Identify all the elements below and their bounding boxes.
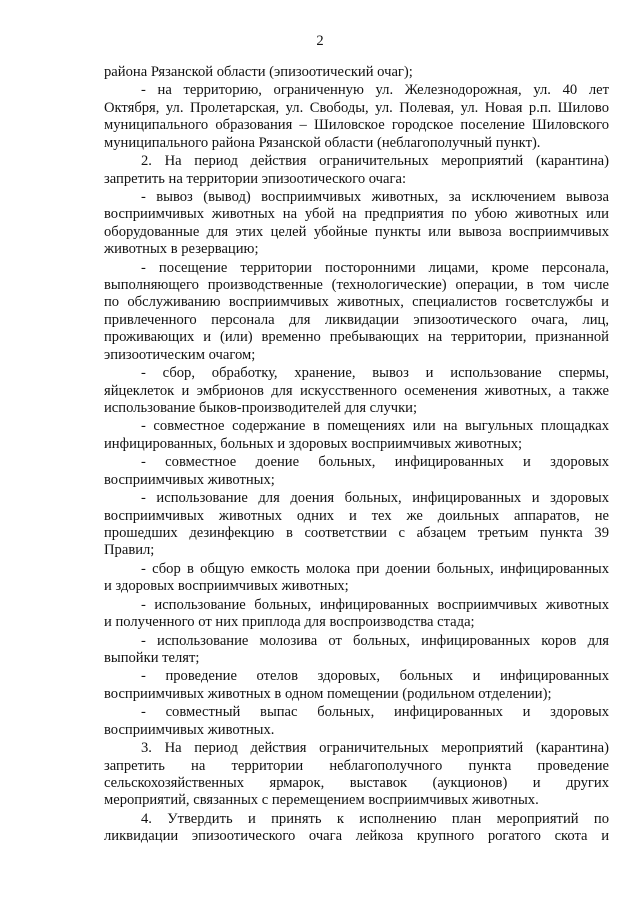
text-line: - использование больных, инфицированных восприимчивых животных [141,596,609,613]
text-line: - сбор, обработку, хранение, вывоз и использование спермы, [141,365,609,382]
text-line: Октября, ул. Пролетарская, ул. Свободы, ул. Полевая, ул. Новая р.п. Шилово [104,99,609,116]
paragraph-item3 [104,740,609,810]
text-line: восприимчивых животных одних и тех же доильных аппаратов, не [104,507,609,524]
text-line: муниципального района Рязанской области (неблагополучный пункт). [104,134,541,151]
paragraph-milk [104,561,609,596]
text-line: восприимчивых животных на убой на предприятия по убою животных или [104,206,609,223]
text-line: Правил; [104,542,155,559]
text-line: привлеченного персонала для ликвидации эпизоотического очага, лиц, [104,311,609,328]
paragraph-calving [104,668,609,703]
text-line: и полученного от них приплода для воспроизводства стада; [104,614,475,631]
text-line: - вывоз (вывод) восприимчивых животных, за исключением вывоза [141,189,609,206]
paragraph-item2 [104,153,609,188]
paragraph-keeping [104,418,609,453]
text-line: запретить на территории эпизоотического очага: [104,170,407,187]
paragraph-territory [104,82,609,152]
text-line: ликвидации эпизоотического очага лейкоза крупного рогатого скота и [104,828,609,845]
text-line: восприимчивых животных. [104,721,275,738]
text-line: восприимчивых животных в одном помещении (родильном отделении); [104,685,552,702]
text-line: - посещение территории посторонними лицами, кроме персонала, [141,259,609,276]
paragraph-offspring [104,597,609,632]
text-line: - на территорию, ограниченную ул. Железнодорожная, ул. 40 лет [141,82,609,99]
text-line: выпойки телят; [104,649,200,666]
paragraph-spacer [104,846,609,847]
text-line: мероприятий, связанных с перемещением восприимчивых животных. [104,792,539,809]
text-line: восприимчивых животных; [104,471,275,488]
text-line: яйцеклеток и эмбрионов для искусственного осеменения животных, а также [104,382,609,399]
text-line: - проведение отелов здоровых, больных и инфицированных [141,668,609,685]
text-line: использование быков-производителей для случки; [104,399,418,416]
text-line: и здоровых восприимчивых животных; [104,578,349,595]
page-number: 2 [316,33,324,49]
text-line: - совместный выпас больных, инфицированных и здоровых [141,704,609,721]
text-line: проживающих и (или) временно пребывающих на территории, признанной [104,329,609,346]
text-line: - совместное содержание в помещениях или на выгульных площадках [141,418,609,435]
text-line: оборудованные для этих целей убойные пункты или вывоза восприимчивых [104,223,609,240]
text-line: прошедших дезинфекцию в соответствии с абзацем третьим пункта 39 [104,524,609,541]
text-line: муниципального образования – Шиловское городское поселение Шиловского [104,117,609,134]
text-line: - использование молозива от больных, инфицированных коров для [141,632,609,649]
text-line: эпизоотическим очагом; [104,346,256,363]
text-line: района Рязанской области (эпизоотический очаг); [104,64,413,80]
text-line: - совместное доение больных, инфицированных и здоровых [141,454,609,471]
text-line: запретить на территории неблагополучного пункта проведение [104,757,609,774]
paragraph-export [104,189,609,259]
text-line: 3. На период действия ограничительных мероприятий (карантина) [141,740,609,757]
text-line: 4. Утвердить и принять к исполнению план мероприятий по [141,810,609,827]
text-line: 2. На период действия ограничительных мероприятий (карантина) [141,153,609,170]
paragraph-apparatus [104,490,609,560]
text-line: выполняющего производственные (технологические) операции, в том числе [104,277,609,294]
paragraph-item4 [104,811,609,846]
paragraph-cont [104,64,609,81]
paragraph-milking [104,454,609,489]
paragraph-grazing [104,704,609,739]
text-line: сельскохозяйственных ярмарок, выставок (аукционов) и других [104,774,609,791]
paragraph-sperm [104,365,609,417]
text-line: инфицированных, больных и здоровых восприимчивых животных; [104,435,523,452]
paragraph-visit [104,260,609,364]
text-line: животных в резервацию; [104,241,259,258]
document-body [104,64,609,847]
paragraph-colostrum [104,633,609,668]
text-line: - использование для доения больных, инфицированных и здоровых [141,490,609,507]
text-line: - сбор в общую емкость молока при доении больных, инфицированных [141,560,609,577]
text-line: по обслуживанию восприимчивых животных, специалистов госветслужбы и [104,294,609,311]
